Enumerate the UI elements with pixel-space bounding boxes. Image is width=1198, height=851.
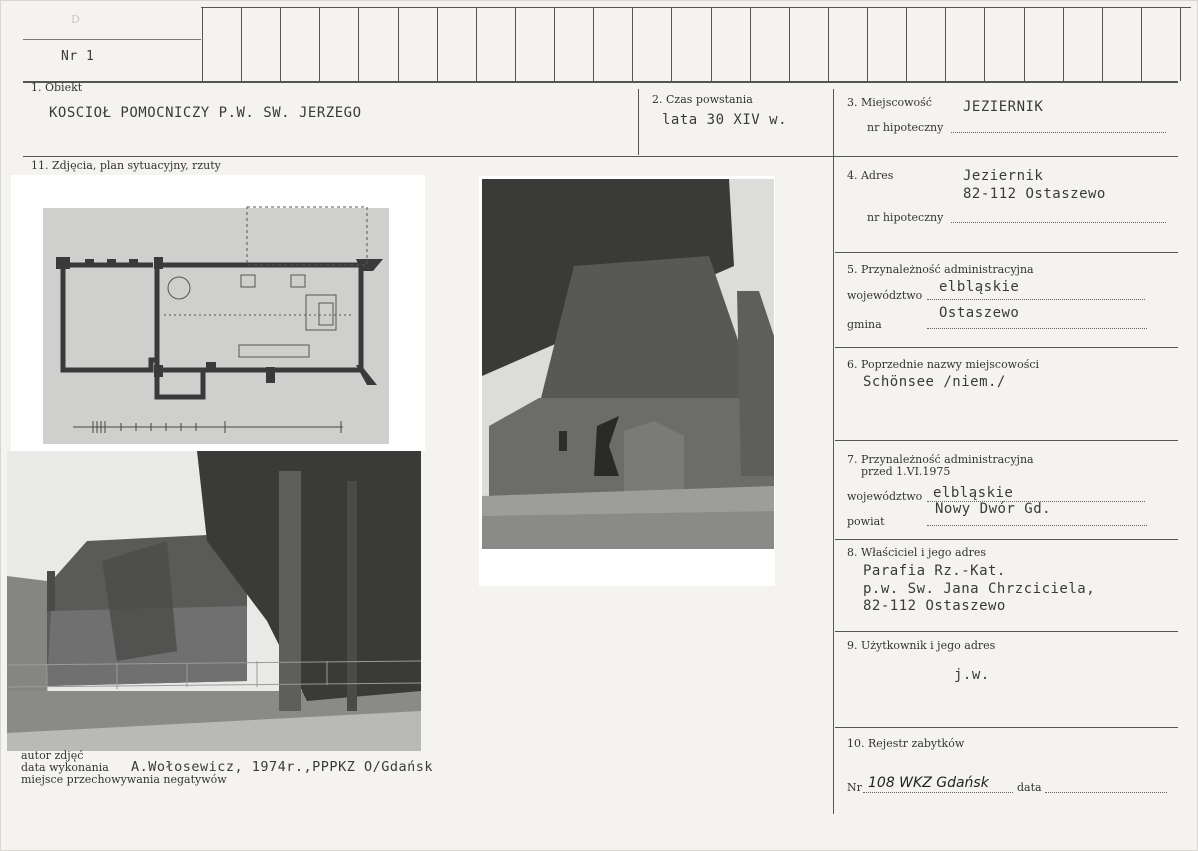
right-column-divider xyxy=(833,89,834,814)
field-1-label: 1. Obiekt xyxy=(31,81,83,94)
grid-column-rule xyxy=(945,7,946,81)
grid-column-rule xyxy=(984,7,985,81)
field-10-date-dotline xyxy=(1045,792,1167,793)
grid-top-rule xyxy=(201,7,1191,8)
field-10-nr-label: Nr xyxy=(847,781,862,794)
field-5-commune-label: gmina xyxy=(847,318,882,331)
previous-name: Schönsee /niem./ xyxy=(863,374,1006,390)
row-9-rule xyxy=(835,727,1178,728)
grid-column-rule xyxy=(750,7,751,81)
grid-column-rule xyxy=(554,7,555,81)
row-7-rule xyxy=(835,539,1178,540)
footer-author-label: autor zdjęć xyxy=(21,749,84,762)
footer-storage-label: miejsce przechowywania negatywów xyxy=(21,773,227,786)
floor-plan-photo xyxy=(11,175,425,451)
grid-column-rule xyxy=(1180,7,1181,81)
field-11-label: 11. Zdjęcia, plan sytuacyjny, rzuty xyxy=(31,159,221,172)
grid-column-rule xyxy=(280,7,281,81)
footer-date-label: data wykonania xyxy=(21,761,109,774)
grid-column-rule xyxy=(476,7,477,81)
grid-column-rule xyxy=(437,7,438,81)
owner-line-1: Parafia Rz.-Kat. xyxy=(863,563,1006,579)
field-3-sublabel: nr hipoteczny xyxy=(867,121,944,134)
grid-column-rule xyxy=(593,7,594,81)
grid-column-rule xyxy=(358,7,359,81)
field-5-commune-dotline xyxy=(927,328,1147,329)
faint-mark: D xyxy=(71,13,80,26)
header-bottom-rule xyxy=(23,81,1178,83)
grid-column-rule xyxy=(867,7,868,81)
grid-column-rule xyxy=(202,7,203,81)
church-tower-image xyxy=(479,176,775,586)
grid-column-rule xyxy=(515,7,516,81)
field-4-dotline xyxy=(951,222,1166,223)
address-line-1: Jeziernik xyxy=(963,168,1044,184)
field-9-label: 9. Użytkownik i jego adres xyxy=(847,639,996,652)
grid-column-rule xyxy=(789,7,790,81)
field-7-county: Nowy Dwór Gd. xyxy=(935,501,1052,517)
field-2-divider xyxy=(638,89,639,155)
row-1-rule xyxy=(23,156,1178,157)
field-7-county-label: powiat xyxy=(847,515,885,528)
field-5-label: 5. Przynależność administracyjna xyxy=(847,263,1034,276)
grid-column-rule xyxy=(319,7,320,81)
object-name: KOSCIOŁ POMOCNICZY P.W. SW. JERZEGO xyxy=(49,105,362,121)
grid-column-rule xyxy=(1024,7,1025,81)
field-8-label: 8. Właściciel i jego adres xyxy=(847,546,987,559)
field-4-sublabel: nr hipoteczny xyxy=(867,211,944,224)
origin-date: lata 30 XIV w. xyxy=(662,112,788,128)
field-5-voivodeship: elbląskie xyxy=(939,279,1020,295)
grid-column-rule xyxy=(632,7,633,81)
row-8-rule xyxy=(835,631,1178,632)
locality: JEZIERNIK xyxy=(963,99,1044,115)
field-5-voivodeship-dotline xyxy=(927,299,1145,300)
user-value: j.w. xyxy=(954,667,990,683)
owner-line-3: 82-112 Ostaszewo xyxy=(863,598,1006,614)
church-tower-photo xyxy=(479,176,775,586)
field-6-label: 6. Poprzednie nazwy miejscowości xyxy=(847,358,1040,371)
grid-column-rule xyxy=(1063,7,1064,81)
grid-column-rule xyxy=(398,7,399,81)
field-5-voivodeship-label: województwo xyxy=(847,289,923,302)
floor-plan-drawing xyxy=(11,175,425,451)
field-7-voivodeship: elbląskie xyxy=(933,485,1014,501)
grid-column-rule xyxy=(711,7,712,81)
field-3-label: 3. Miejscowość xyxy=(847,96,932,109)
grid-column-rule xyxy=(1102,7,1103,81)
register-number: 108 WKZ Gdańsk xyxy=(868,775,989,791)
grid-column-rule xyxy=(828,7,829,81)
grid-column-rule xyxy=(1141,7,1142,81)
row-4-rule xyxy=(835,252,1178,253)
church-side-photo xyxy=(7,451,421,751)
grid-column-rule xyxy=(906,7,907,81)
church-side-image xyxy=(7,451,421,751)
field-10-nr-dotline xyxy=(863,792,1013,793)
address-line-2: 82-112 Ostaszewo xyxy=(963,186,1106,202)
field-7-label: 7. Przynależność administracyjna xyxy=(847,453,1034,466)
owner-line-2: p.w. Sw. Jana Chrzciciela, xyxy=(863,581,1096,597)
footer-author-value: A.Wołosewicz, 1974r.,PPPKZ O/Gdańsk xyxy=(131,759,433,775)
field-7-voivodeship-label: województwo xyxy=(847,490,923,503)
field-7-county-dotline xyxy=(927,525,1147,526)
field-2-label: 2. Czas powstania xyxy=(652,93,753,106)
grid-column-rule xyxy=(241,7,242,81)
number-top-rule xyxy=(23,39,201,40)
field-10-label: 10. Rejestr zabytków xyxy=(847,737,965,750)
row-5-rule xyxy=(835,347,1178,348)
field-3-dotline xyxy=(951,132,1166,133)
grid-column-rule xyxy=(671,7,672,81)
card-number: Nr 1 xyxy=(61,49,95,64)
field-4-label: 4. Adres xyxy=(847,169,894,182)
field-7-label-date: przed 1.VI.1975 xyxy=(861,465,951,478)
row-6-rule xyxy=(835,440,1178,441)
field-10-date-label: data xyxy=(1017,781,1042,794)
field-5-commune: Ostaszewo xyxy=(939,305,1020,321)
